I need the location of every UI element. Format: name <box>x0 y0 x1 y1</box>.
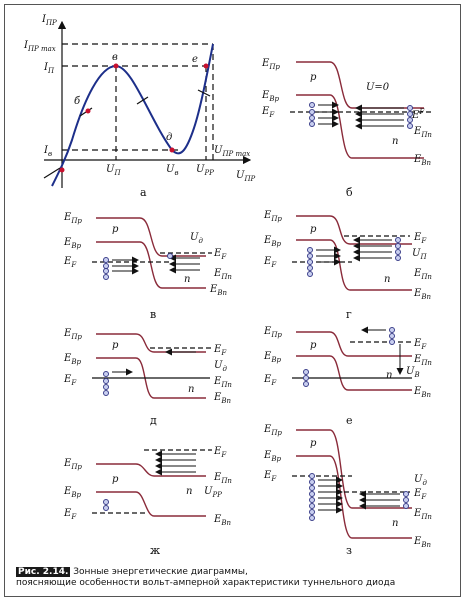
label-ef: $E_F$ <box>262 106 275 119</box>
electrons <box>104 372 109 396</box>
svg-text:UП: $U_П$ <box>412 248 427 261</box>
svg-text:EВn: $E_{Вn}$ <box>414 536 431 549</box>
svg-text:EВр: $E_{Вр}$ <box>64 486 81 499</box>
electron-arrows <box>318 480 400 510</box>
svg-text:p: p <box>310 438 317 449</box>
uv-label: $U_в$ <box>166 164 179 177</box>
svg-text:Uд: $U_д$ <box>190 232 203 245</box>
svg-text:EВn: $E_{Вn}$ <box>214 514 231 527</box>
svg-text:EПn: $E_{Пn}$ <box>214 376 232 389</box>
label-u0: U=0 <box>366 82 390 93</box>
band-panel-z <box>263 424 432 557</box>
svg-text:UВ: $U_В$ <box>406 366 420 379</box>
svg-text:Uд: $U_д$ <box>414 474 427 487</box>
caption-line-2: поясняющие особенности вольт-амперной характеристики туннельного диода <box>16 578 396 588</box>
band-panel-d <box>63 328 232 427</box>
point-e <box>204 64 209 69</box>
figure-caption <box>16 567 456 589</box>
svg-text:EF: $E_F$ <box>214 248 227 261</box>
up-label: $U_П$ <box>106 164 121 177</box>
iv-characteristic-curve <box>52 44 213 186</box>
iv-label: $I_в$ <box>44 145 53 158</box>
svg-text:EВр: $E_{Вр}$ <box>264 235 281 248</box>
svg-text:n: n <box>184 274 191 285</box>
label-ev-n: $E_{Вn}$ <box>414 154 431 167</box>
label-p: p <box>310 72 317 83</box>
y-axis-label: $I_{ПР}$ <box>42 14 57 27</box>
caption-tag: Рис. 2.14. <box>18 567 69 577</box>
pt-d-label: д <box>166 132 173 143</box>
svg-text:EПn: $E_{Пn}$ <box>214 472 232 485</box>
svg-text:p: p <box>310 340 317 351</box>
svg-text:n: n <box>384 274 391 285</box>
svg-text:n: n <box>386 370 393 381</box>
svg-text:EF: $E_F$ <box>264 256 277 269</box>
point-origin <box>60 168 65 173</box>
electron-arrows <box>156 454 196 472</box>
svg-text:p: p <box>112 474 119 485</box>
label-ef-n: $E^F$ <box>412 108 425 121</box>
valence-band <box>296 240 412 290</box>
svg-text:EПn: $E_{Пn}$ <box>214 268 232 281</box>
caption-line-1: Зонные энергетические диаграммы, <box>70 567 248 577</box>
svg-text:p: p <box>112 224 119 235</box>
imax-label: $I_{ПР max}$ <box>24 40 56 53</box>
band-panel-v <box>63 212 232 321</box>
x-axis-label: $U_{ПР}$ <box>236 170 256 183</box>
umax-label: $U_{ПР max}$ <box>214 145 251 158</box>
svg-text:n: n <box>392 518 399 529</box>
svg-text:EВn: $E_{Вn}$ <box>210 284 227 297</box>
point-valley <box>170 148 175 153</box>
svg-text:EF: $E_F$ <box>214 446 227 459</box>
svg-text:UРР: $U_{РР}$ <box>204 486 222 499</box>
conduction-band <box>296 62 424 108</box>
pt-e-label: е <box>192 54 198 65</box>
svg-text:EПр: $E_{Пр}$ <box>64 458 82 471</box>
svg-text:n: n <box>186 486 193 497</box>
panel-label-g: г <box>346 308 352 321</box>
svg-text:p: p <box>310 224 317 235</box>
svg-text:EВр: $E_{Вр}$ <box>264 450 281 463</box>
ip-label: $I_П$ <box>44 62 55 75</box>
svg-text:EF: $E_F$ <box>264 374 277 387</box>
svg-text:EF: $E_F$ <box>264 470 277 483</box>
label-ec-n: $E_{Пn}$ <box>414 126 432 139</box>
band-panel-g <box>263 210 432 321</box>
label-ev-p: $E_{Вр}$ <box>262 90 279 103</box>
svg-text:EПр: $E_{Пр}$ <box>264 210 282 223</box>
svg-text:EПn: $E_{Пn}$ <box>414 268 432 281</box>
electron-arrows <box>318 105 404 126</box>
label-n: n <box>392 136 399 147</box>
svg-text:EВр: $E_{Вр}$ <box>64 353 81 366</box>
svg-text:n: n <box>188 384 195 395</box>
svg-text:EПр: $E_{Пр}$ <box>264 326 282 339</box>
svg-text:EПn: $E_{Пn}$ <box>414 354 432 367</box>
panel-label-a: а <box>140 186 147 199</box>
svg-text:EПn: $E_{Пn}$ <box>414 508 432 521</box>
urr-label: $U_{РР}$ <box>196 164 214 177</box>
point-b <box>86 109 91 114</box>
point-peak <box>114 64 119 69</box>
band-panel-zh <box>63 446 232 557</box>
svg-text:EВр: $E_{Вр}$ <box>64 237 81 250</box>
electrons <box>104 500 109 511</box>
svg-text:EПр: $E_{Пр}$ <box>64 328 82 341</box>
svg-text:EF: $E_F$ <box>414 488 427 501</box>
svg-text:Uд: $U_д$ <box>214 360 227 373</box>
svg-text:EПр: $E_{Пр}$ <box>64 212 82 225</box>
electron-arrows <box>112 258 200 271</box>
panel-label-b: б <box>346 186 353 199</box>
svg-text:EПр: $E_{Пр}$ <box>264 424 282 437</box>
panel-label-d: д <box>150 414 157 427</box>
svg-text:EВn: $E_{Вn}$ <box>414 288 431 301</box>
svg-text:EF: $E_F$ <box>414 232 427 245</box>
iv-curve-panel <box>23 14 256 199</box>
band-panel-b <box>261 58 432 199</box>
svg-text:EВn: $E_{Вn}$ <box>214 392 231 405</box>
label-ec-p: $E_{Пр}$ <box>262 58 280 71</box>
panel-label-zh: ж <box>150 544 161 557</box>
pt-b-label: б <box>74 96 81 107</box>
electrons <box>310 474 409 521</box>
panel-label-z: з <box>346 544 352 557</box>
band-panel-e <box>263 326 432 427</box>
panel-label-e: е <box>346 414 353 427</box>
svg-text:EF: $E_F$ <box>414 338 427 351</box>
svg-text:EВn: $E_{Вn}$ <box>414 386 431 399</box>
svg-text:EF: $E_F$ <box>214 344 227 357</box>
electrons <box>310 103 413 129</box>
svg-text:EВр: $E_{Вр}$ <box>264 351 281 364</box>
panel-label-v: в <box>150 308 157 321</box>
pt-v-label: в <box>112 52 118 63</box>
valence-band <box>296 356 412 390</box>
svg-text:EF: $E_F$ <box>64 508 77 521</box>
svg-text:EF: $E_F$ <box>64 374 77 387</box>
svg-text:p: p <box>112 340 119 351</box>
svg-text:EF: $E_F$ <box>64 256 77 269</box>
